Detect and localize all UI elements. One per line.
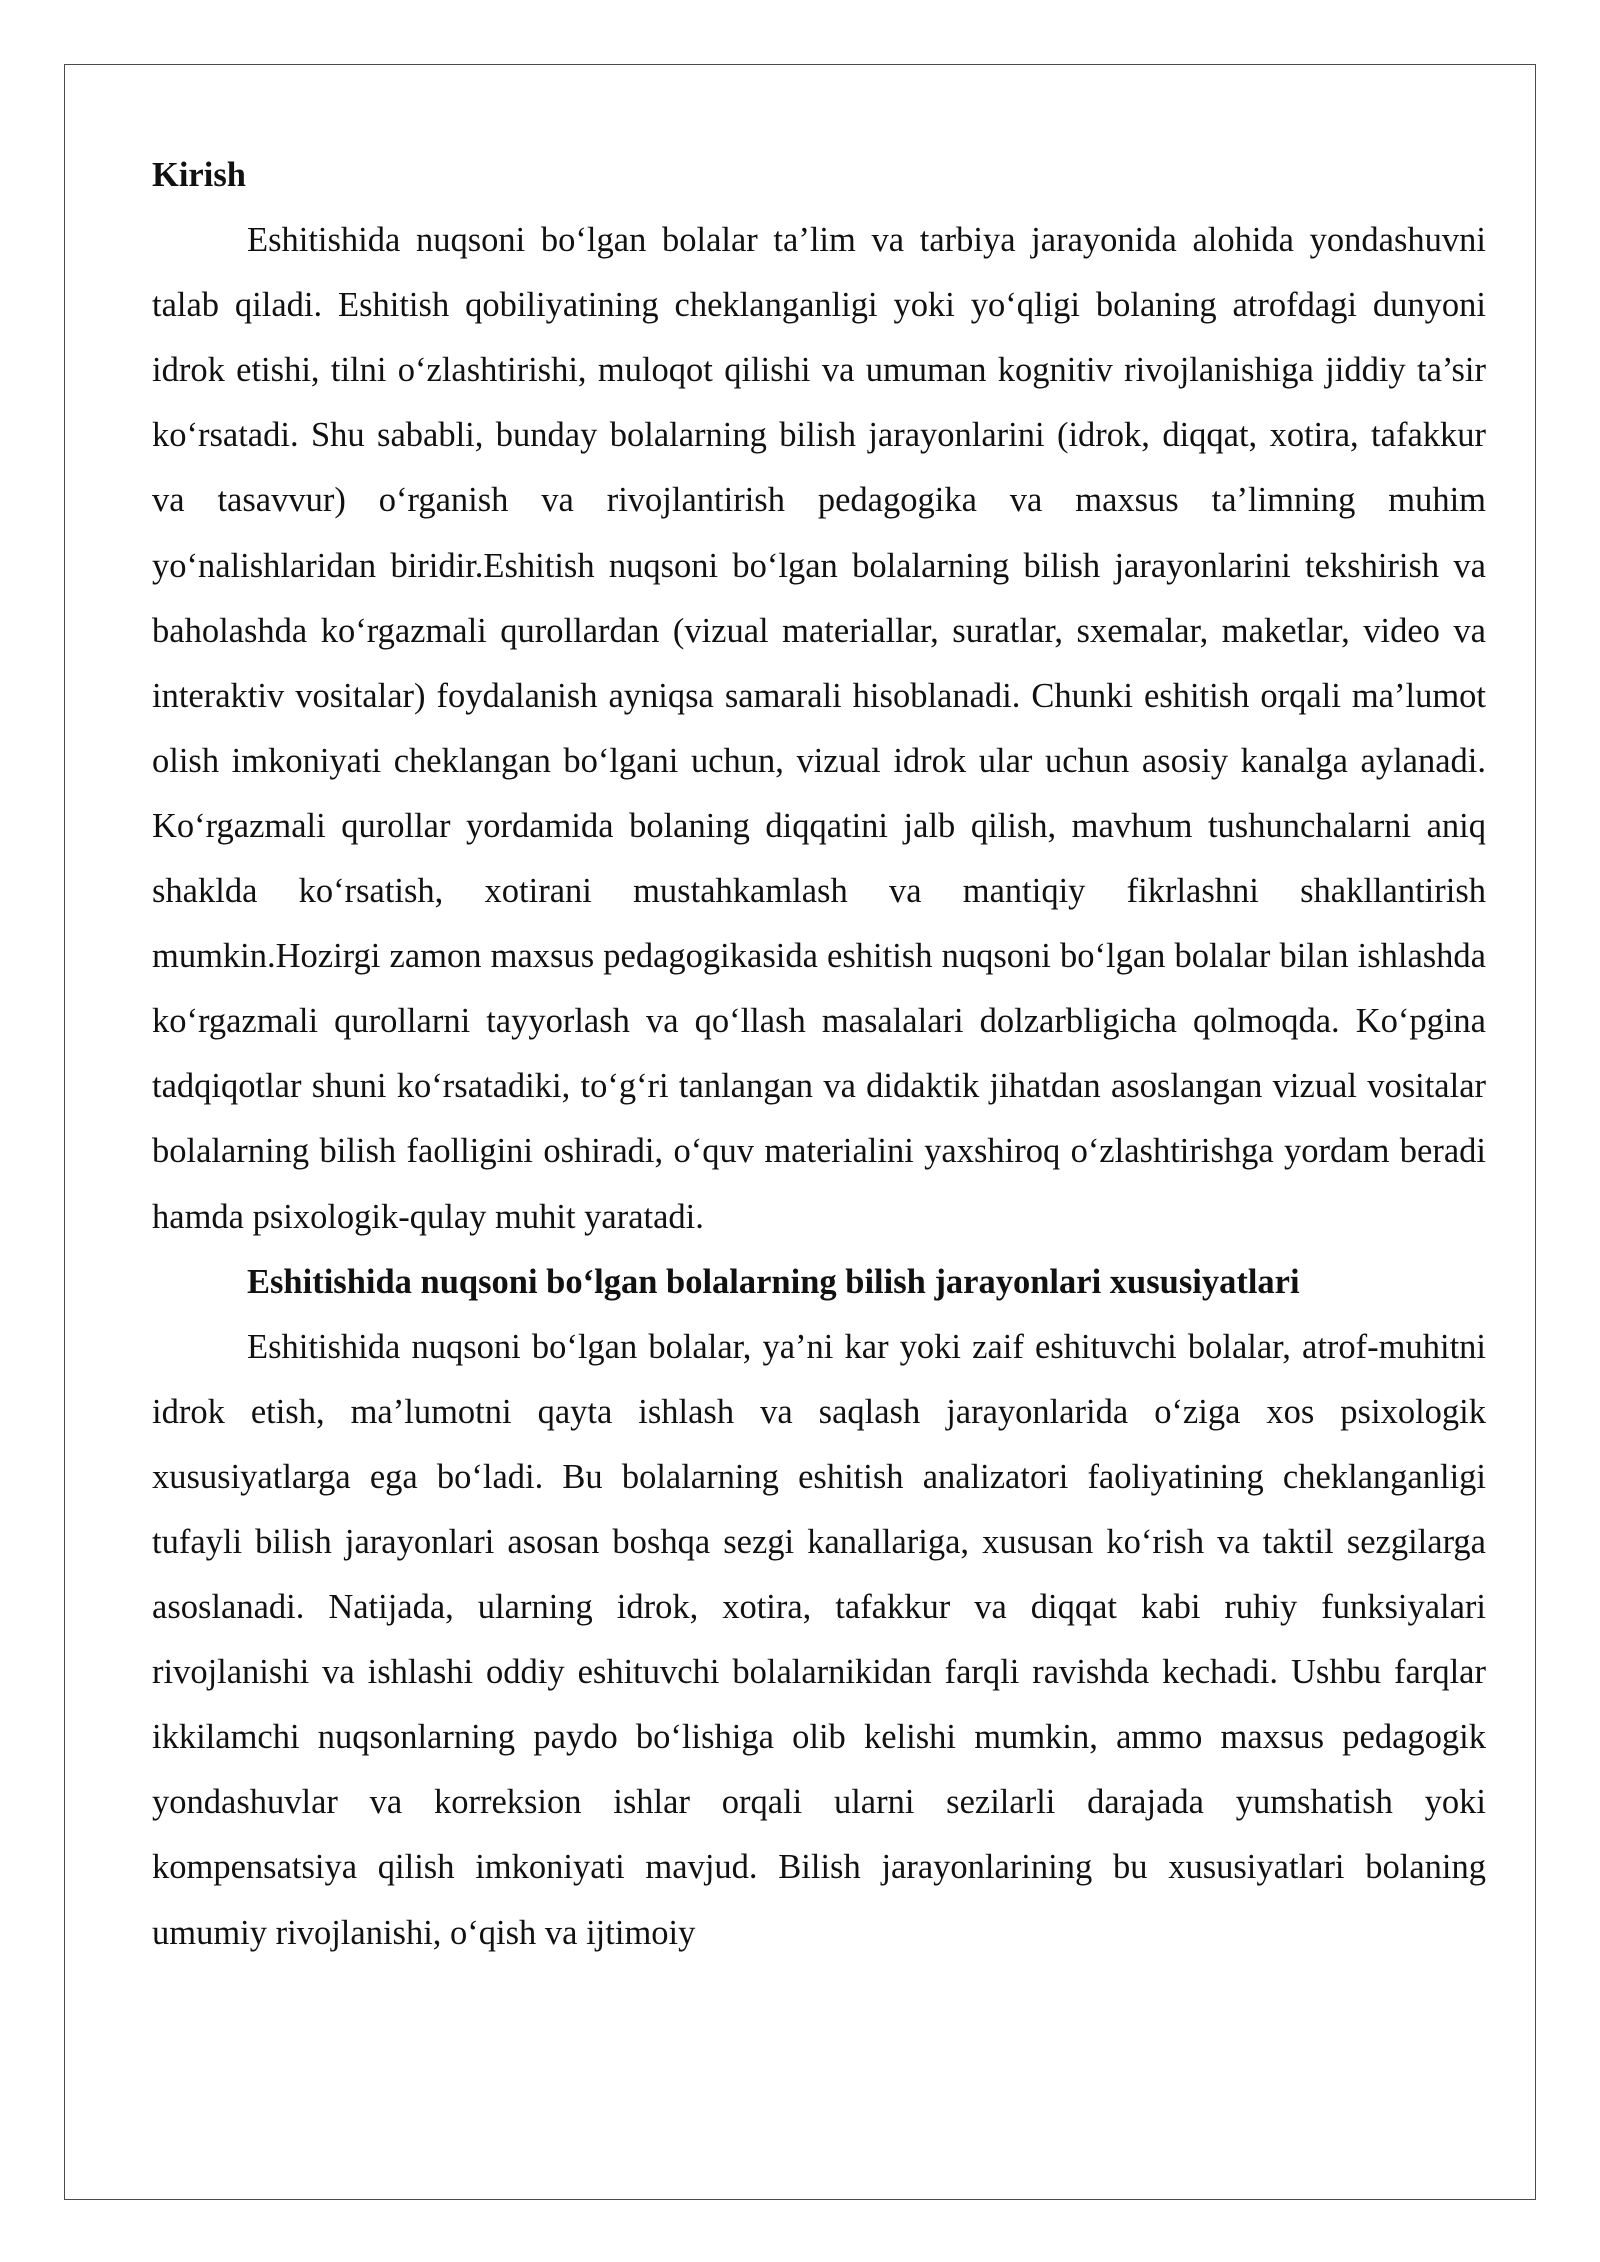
section-subheading: Eshitishida nuqsoni bo‘lgan bolalarning bilish jarayonlari xususiyatlari bbox=[247, 1262, 1300, 1301]
section-heading: Kirish bbox=[152, 156, 246, 194]
document-body bbox=[152, 143, 1486, 1966]
intro-paragraph: Eshitishida nuqsoni bo‘lgan bolalar ta’lim va tarbiya jarayonida alohida yondashuvni talab qiladi. Eshitish qobiliyatining cheklanganligi yoki yo‘qligi bolaning atrofdagi dunyoni idrok etishi, tilni o‘zlashtirishi, muloqot qilishi va umuman kognitiv rivojlanishiga jiddiy ta’sir ko‘rsatadi. Shu sababli, bunday bolalarning bilish jarayonlarini (idrok, diqqat, xotira, tafakkur va tasavvur) o‘rganish va rivojlantirish pedagogika va maxsus ta’limning muhim yo‘nalishlaridan biridir.Eshitish nuqsoni bo‘lgan bolalarning bilish jarayonlarini tekshirish va baholashda ko‘rgazmali qurollardan (vizual materiallar, suratlar, sxemalar, maketlar, video va interaktiv vositalar) foydalanish ayniqsa samarali hisoblanadi. Chunki eshitish orqali ma’lumot olish imkoniyati cheklangan bo‘lgani uchun, vizual idrok ular uchun asosiy kanalga aylanadi. Ko‘rgazmali qurollar yordamida bolaning diqqatini jalb qilish, mavhum tushunchalarni aniq shaklda ko‘rsatish, xotirani mustahkamlash va mantiqiy fikrlashni shakllantirish mumkin.Hozirgi zamon maxsus pedagogikasida eshitish nuqsoni bo‘lgan bolalar bilan ishlashda ko‘rgazmali qurollarni tayyorlash va qo‘llash masalalari dolzarbligicha qolmoqda. Ko‘pgina tadqiqotlar shuni ko‘rsatadiki, to‘g‘ri tanlangan va didaktik jihatdan asoslangan vizual vositalar bolalarning bilish faolligini oshiradi, o‘quv materialini yaxshiroq o‘zlashtirishga yordam beradi hamda psixologik-qulay muhit yaratadi. bbox=[152, 221, 1486, 1236]
body-paragraph: Eshitishida nuqsoni bo‘lgan bolalar, ya’ni kar yoki zaif eshituvchi bolalar, atrof-muhitni idrok etish, ma’lumotni qayta ishlash va saqlash jarayonlarida o‘ziga xos psixologik xususiyatlarga ega bo‘ladi. Bu bolalarning eshitish analizatori faoliyatining cheklanganligi tufayli bilish jarayonlari asosan boshqa sezgi kanallariga, xususan ko‘rish va taktil sezgilarga asoslanadi. Natijada, ularning idrok, xotira, tafakkur va diqqat kabi ruhiy funksiyalari rivojlanishi va ishlashi oddiy eshituvchi bolalarnikidan farqli ravishda kechadi. Ushbu farqlar ikkilamchi nuqsonlarning paydo bo‘lishiga olib kelishi mumkin, ammo maxsus pedagogik yondashuvlar va korreksion ishlar orqali ularni sezilarli darajada yumshatish yoki kompensatsiya qilish imkoniyati mavjud. Bilish jarayonlarining bu xususiyatlari bolaning umumiy rivojlanishi, o‘qish va ijtimoiy bbox=[152, 1327, 1486, 1952]
